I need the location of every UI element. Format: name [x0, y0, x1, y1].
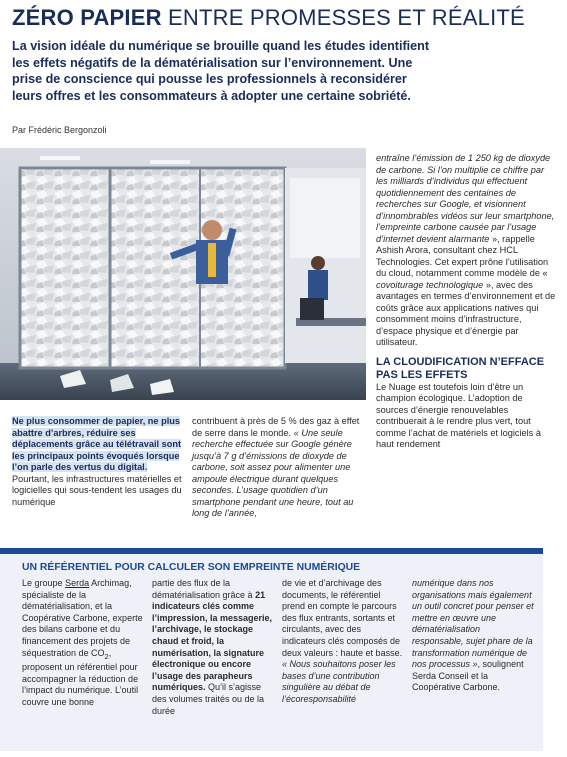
box-col4-quote: numérique dans nos organisations mais également un outil concret pour penser et mettre en œuvre une dématérialisation responsable, sujet phare de la transformation numérique de nos processus »: [412, 578, 534, 670]
box-col2-bold: 21 indicateurs clés comme l’impression, la messagerie, l’archivage, le stockage chaud et froid, la numérisation, la signature électronique ou encore l’usage des parapheurs numériques.: [152, 589, 273, 693]
right-text-3: Le Nuage est toutefois loin d’être un champion écologique. L’adoption de sources d’énergie renouvelables contribuerait à le rendre plus vert, tout comme l’achat de matériels et logiciels à haut rendement: [376, 381, 541, 449]
right-italic-1: covoiturage technologique: [376, 279, 484, 290]
middle-text: contribuent à près de 5 % des gaz à effet de serre dans le monde.: [192, 416, 360, 438]
box-column-4: [412, 578, 534, 694]
article-title: [12, 5, 557, 31]
section-subhead: LA CLOUDIFICATION N’EFFACE PAS LES EFFETS: [376, 355, 545, 381]
right-column: [376, 153, 556, 451]
box-title: UN RÉFÉRENTIEL POUR CALCULER SON EMPREINTE NUMÉRIQUE: [22, 562, 361, 573]
article-lead: La vision idéale du numérique se brouille quand les études identifient les effets négatifs de la dématérialisation sur l’environnement. Une prise de conscience qui pousse les professionnels à reconsidérer leurs offres et les consommateurs à adopter une certaine sobriété.: [12, 39, 430, 103]
co2-subscript: 2: [104, 651, 109, 661]
box-col1-b: Archimag, spécialiste de la dématérialisation, et la Coopérative Carbone, experte des bilans carbone et du financement des projets de séquestration de CO: [22, 578, 143, 658]
box-col3-a: de vie et d’archivage des documents, le référentiel prend en compte le parcours des flux entrants, sortants et circulants, avec des indicateurs clés composés de deux valeurs : haute et basse.: [282, 578, 403, 658]
left-text: Pourtant, les infrastructures matérielles et logicielles qui sous-tendent les usages du numérique: [12, 473, 182, 507]
box-col3-quote: « Nous souhaitons poser les bases d’une contribution singulière au débat de l’écoresponsabilité: [282, 659, 396, 704]
box-col2-a: partie des flux de la dématérialisation grâce à: [152, 578, 253, 600]
highlighted-intro: Ne plus consommer de papier, ne plus abattre d’arbres, réduire ses déplacements grâce au télétravail sont les principaux points évoqués lorsque l’on parle des vertus du digital.: [12, 416, 182, 472]
right-quote: entraîne l’émission de 1 250 kg de dioxyde de carbone. Si l’on multiplie ce chiffre par les milliards d’individus qui effectuent quotidiennement des centaines de recherches sur Google, et visionnent d’innombrables vidéos sur leur smartphone, l’empreinte carbone causée par l’usage d’internet devient alarmante: [376, 153, 555, 244]
office-paper-illustration: [0, 148, 366, 400]
title-rest: ENTRE PROMESSES ET RÉALITÉ: [168, 5, 525, 30]
left-column: [12, 416, 184, 508]
box-column-2: [152, 578, 274, 717]
middle-quote: « Une seule recherche effectuée sur Google génère jusqu’à 7 g d’émissions de dioxyde de carbone, soit assez pour alimenter une ampoule électrique durant quelques secondes. L’usage quotidien d’un smartphone pendant une heure, tout au long de l’année,: [192, 427, 354, 518]
box-col1-c: , proposent un référentiel pour accompagner la réduction de l’impact du numérique. L’outil couvre une bonne: [22, 647, 139, 707]
title-bold: ZÉRO PAPIER: [12, 5, 162, 30]
right-text-1: », rappelle Ashish Arora, consultant chez HCL Technologies. Cet expert prône l’utilisation du cloud, notamment comme modèle de «: [376, 233, 549, 278]
byline: Par Frédéric Bergonzoli: [12, 125, 107, 135]
middle-column: [192, 416, 364, 520]
serda-name: Serda: [65, 578, 90, 588]
article-photo: [0, 148, 366, 400]
box-col4-b: , soulignent Serda Conseil et la Coopérative Carbone.: [412, 659, 524, 693]
box-col2-b: Qu’il s’agisse des volumes traités ou de la durée: [152, 682, 265, 716]
box-column-1: [22, 578, 144, 708]
box-col1-a: Le groupe: [22, 578, 63, 588]
box-column-3: [282, 578, 404, 706]
right-text-2: », avec des avantages en termes d’environnement et de coûts grâce aux applications natives qui consomment moins d’infrastructure, d’espace physique et d’énergie par utilisateur.: [376, 279, 556, 347]
